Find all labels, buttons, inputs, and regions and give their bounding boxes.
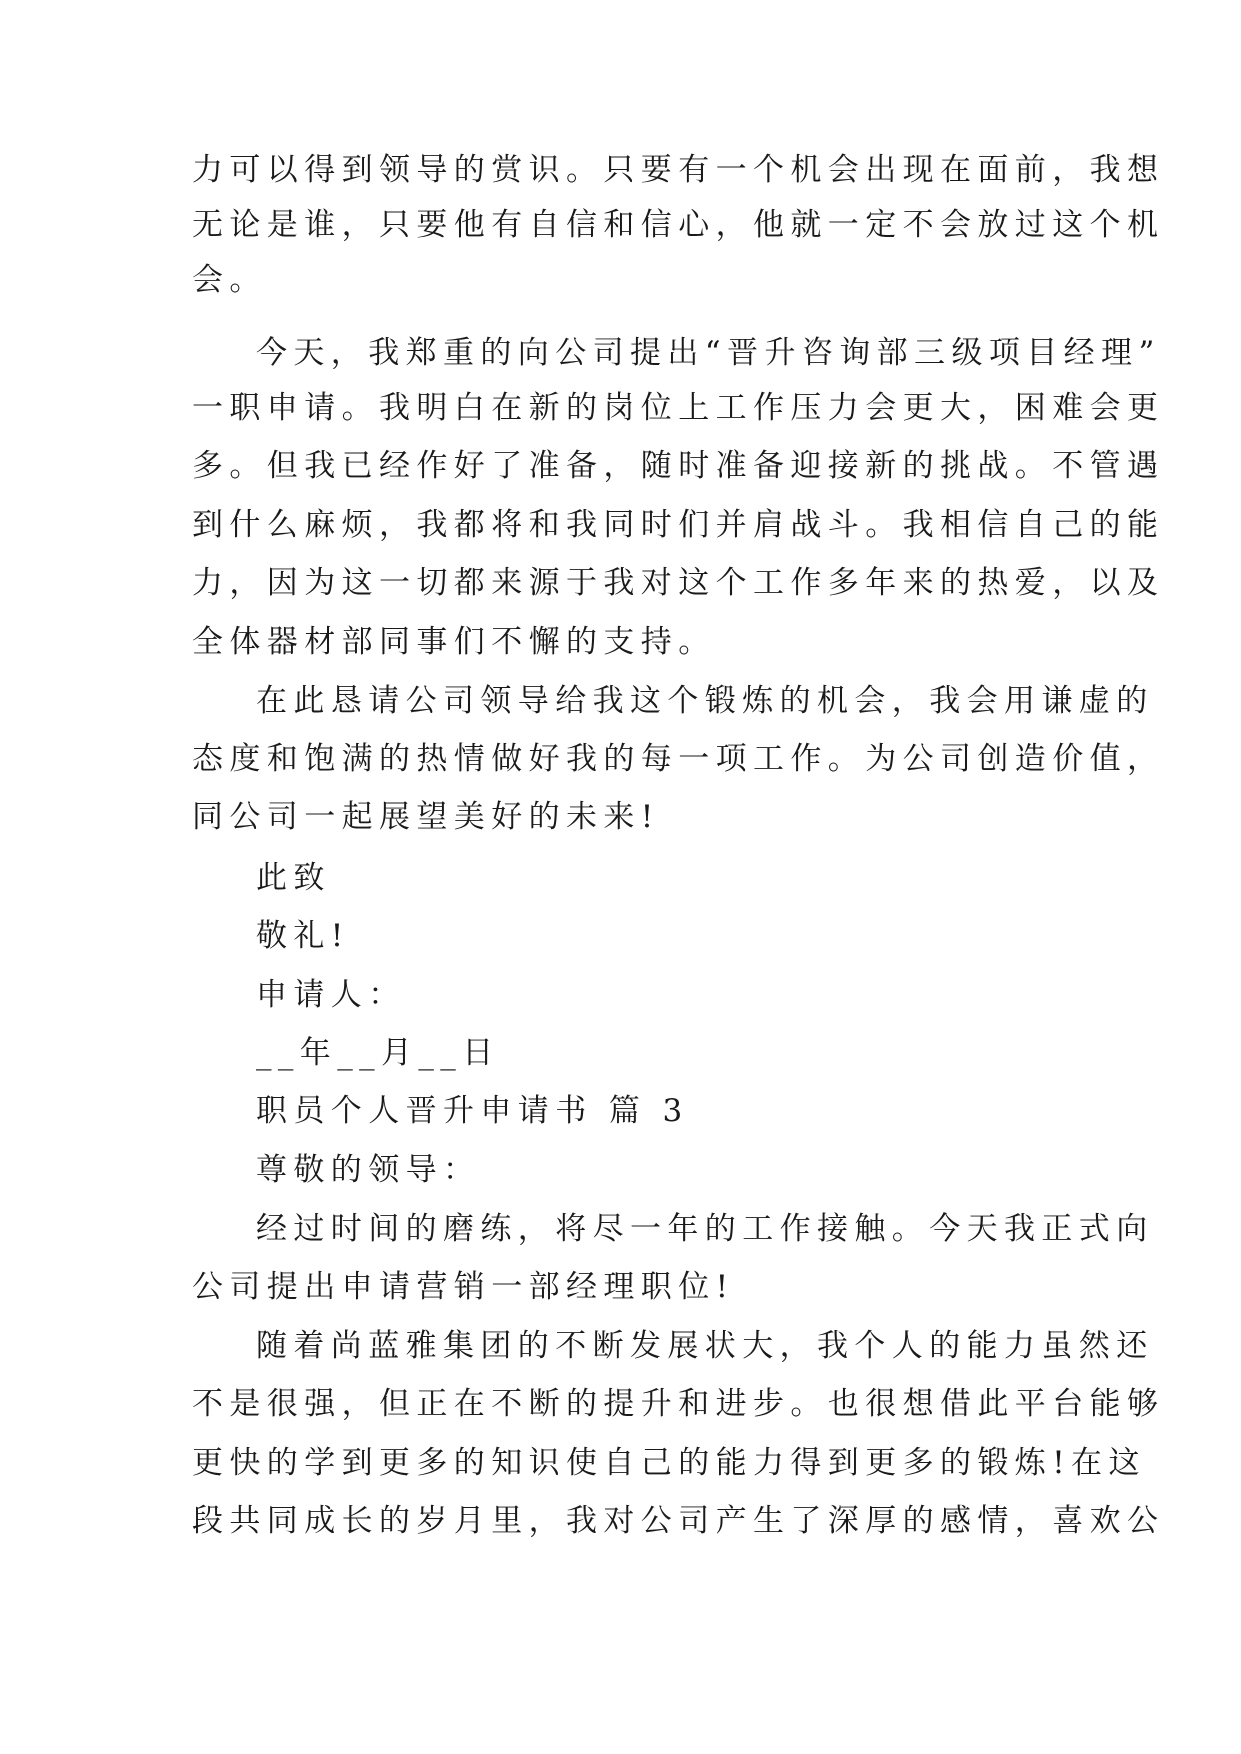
text-line: 态度和饱满的热情做好我的每一项工作。为公司创造价值，	[192, 741, 1165, 777]
text-line: 不是很强，但正在不断的提升和进步。也很想借此平台能够	[192, 1386, 1165, 1422]
closing-regards: 敬礼!	[256, 918, 350, 954]
text-line: 公司提出申请营销一部经理职位!	[192, 1269, 735, 1305]
paragraph-start-line: 今天，我郑重的向公司提出“晋升咨询部三级项目经理”	[256, 335, 1161, 371]
text-line: 全体器材部同事们不懈的支持。	[192, 624, 716, 660]
text-line: 更快的学到更多的知识使自己的能力得到更多的锻炼!在这	[192, 1445, 1146, 1481]
text-line: 力，因为这一切都来源于我对这个工作多年来的热爱，以及	[192, 565, 1165, 601]
text-line: 一职申请。我明白在新的岗位上工作压力会更大，困难会更	[192, 390, 1165, 426]
applicant-label: 申请人：	[256, 977, 406, 1013]
paragraph-start-line: 在此恳请公司领导给我这个锻炼的机会，我会用谦虚的	[256, 683, 1154, 719]
closing-salutation: 此致	[256, 860, 331, 896]
text-line: 多。但我已经作好了准备，随时准备迎接新的挑战。不管遇	[192, 448, 1165, 484]
text-line: 力可以得到领导的赏识。只要有一个机会出现在面前，我想	[192, 152, 1165, 188]
date-line: __年__月__日	[256, 1035, 500, 1071]
paragraph-start-line: 经过时间的磨练，将尽一年的工作接触。今天我正式向	[256, 1211, 1154, 1247]
text-line: 段共同成长的岁月里，我对公司产生了深厚的感情，喜欢公	[192, 1503, 1165, 1539]
greeting: 尊敬的领导：	[256, 1152, 481, 1188]
text-line: 会。	[192, 262, 267, 298]
section-title: 职员个人晋升申请书 篇 3	[256, 1093, 689, 1129]
text-line: 同公司一起展望美好的未来!	[192, 799, 660, 835]
paragraph-start-line: 随着尚蓝雅集团的不断发展状大，我个人的能力虽然还	[256, 1328, 1154, 1364]
text-line: 无论是谁，只要他有自信和信心，他就一定不会放过这个机	[192, 207, 1165, 243]
text-line: 到什么麻烦，我都将和我同时们并肩战斗。我相信自己的能	[192, 507, 1165, 543]
